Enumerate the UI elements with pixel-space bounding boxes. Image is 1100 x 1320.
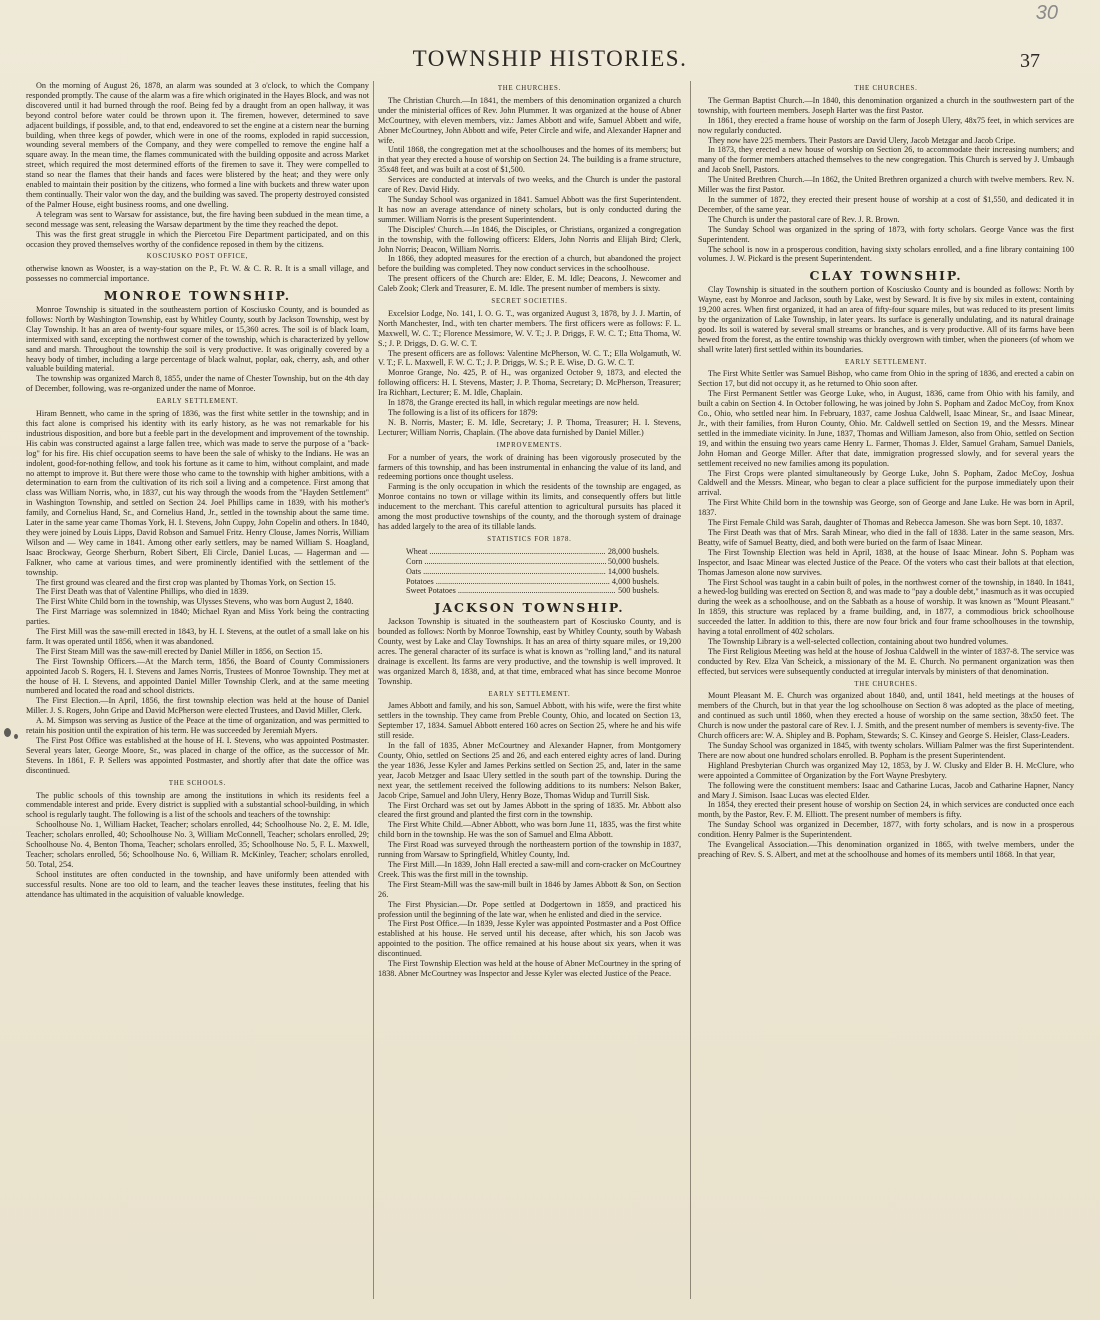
paragraph: The First Steam Mill was the saw-mill erected by Daniel Miller in 1856, on Section 15. xyxy=(36,646,323,656)
paragraph: The First Post Office.—In 1839, Jesse Kyler was appointed Postmaster and a Post Office established at his house. He served until his decease, after which, his son Jacob was appointed to the position. The office remained at his house about six years, when it was discontinued. xyxy=(378,919,681,959)
paragraph: The First White Child.—Abner Abbott, who was born June 11, 1835, was the first white child born in the township. He was the son of Samuel and Elma Abbott. xyxy=(378,820,681,840)
subheading-statistics: STATISTICS FOR 1878. xyxy=(487,535,572,543)
paragraph: N. B. Norris, Master; E. M. Idle, Secretary; J. P. Thoma, Treasurer; H. I. Stevens, Lecturer; William Norris, Chaplain. (The above data furnished by Daniel Miller.) xyxy=(378,417,681,437)
statistics-table xyxy=(378,547,681,597)
paragraph: The First Road was surveyed through the northeastern portion of the township in 1837, running from Warsaw to Springfield, Whitley County, Ind. xyxy=(378,840,681,860)
paragraph: The township was organized March 8, 1855, under the name of Chester Township, but on the 4th day of December, following, was re-organized under the name of Monroe. xyxy=(26,374,369,394)
paragraph: The First Religious Meeting was held at the house of Joshua Caldwell in the winter of 1837-8. The service was conducted by Rev. Elza Van Scheick, a missionary of the M. E. Church. No permanent organization was then effected, but services were subsequently conducted at irregular intervals by ministers of that denomination. xyxy=(698,646,1074,676)
paragraph: In 1854, they erected their present house of worship on Section 24, in which services are conducted once each month, by the Pastor, Rev. F. M. Elliott. The present number of members is fifty. xyxy=(698,800,1074,820)
subheading-early-settlement: EARLY SETTLEMENT. xyxy=(488,690,571,698)
paragraph: The First Permanent Settler was George Luke, who, in August, 1836, came from Ohio with his family, and built a cabin on Section 4. In October following, he was joined by John S. Popham and Zadoc McCoy, from Knox Co., Ohio, who settled near him. In February, 1837, came Joshua Caldwell, Isaac Minear, Sr., and Isaac Minear, Jr., with their families, from Huron County, Ohio. Mr. Caldwell settled on Section 19, and the Messrs. Minear settled in the immediate vicinity. In June, 1837, Thomas and William Jameson, also from Ohio, settled on Section 19, and within the ensuing two years came Henry L. Farmer, Thomas J. Elder, Samuel Graham, Samuel Daniels, John Homan and George Miller. After that date, immigration progressed slowly, and for several years the settlement received no new families among its population. xyxy=(698,389,1074,468)
paragraph: The public schools of this township are among the institutions in which its residents feel a commendable interest and pride. Every district is supplied with a substantial school-building, in which school is regularly taught. The following is a list of the schools and teachers of the township: xyxy=(26,790,369,820)
paragraph: The following were the constituent members: Isaac and Catharine Lucas, Jacob and Catharine Hapner, Nancy and Mary J. Simison. Isaac Lucas was elected Elder. xyxy=(698,780,1074,800)
paragraph: Mount Pleasant M. E. Church was organized about 1840, and, until 1841, held meetings at the houses of members of the Church, but in that year the log schoolhouse on Section 8 was adopted as the place of meeting, and continued as such until 1860, when they erected a house of worship on the same section, 38x50 feet. The Church is now under the pastoral care of Rev. I. J. Smith, and the present number of members is seventy-five. The Church officers are: W. A. Shipley and B. Popham, Stewards; S. C. Kinsey and George S. Heisler, Class-Leaders. xyxy=(698,691,1074,741)
paragraph: The Township Library is a well-selected collection, containing about two hundred volumes. xyxy=(708,636,1009,646)
paragraph: The First School was taught in a cabin built of poles, in the northwest corner of the township, in 1840. In 1841, a hewed-log building was erected on Section 8, and was made to "pay a double debt," inasmuch as it was occupied during the week as a schoolhouse, and on the Sabbath as a house of worship. It was known as "Mount Pleasant." In 1859, this structure was replaced by a frame building, and, in 1877, a commodious brick schoolhouse succeeded the latter. In addition to this, there are now four brick and four frame schoolhouses in the township, having a total enrollment of 402 scholars. xyxy=(698,577,1074,637)
paragraph: The First Mill.—In 1839, John Hall erected a saw-mill and corn-cracker on McCourtney Creek. This was the first mill in the township. xyxy=(378,859,681,879)
section-heading-monroe: MONROE TOWNSHIP. xyxy=(103,288,292,304)
paragraph: The First Mill was the saw-mill erected in 1843, by H. I. Stevens, at the outlet of a small lake on his farm. It was operated until 1856, when it was abandoned. xyxy=(26,627,369,646)
paragraph: The First Orchard was set out by James Abbott in the spring of 1835. Mr. Abbott also cleared the first ground and planted the first corn in the township. xyxy=(378,800,681,820)
subheading-schools: THE SCHOOLS. xyxy=(168,779,227,787)
paragraph: The United Brethren Church.—In 1862, the United Brethren organized a church with twelve members. Rev. N. Miller was the first Pastor. xyxy=(698,175,1074,195)
subheading-early-settlement: EARLY SETTLEMENT. xyxy=(156,398,239,406)
paragraph: Clay Township is situated in the southern portion of Kosciusko County and is bounded as follows: North by Wayne, east by Monroe and Jackson, south by Lake, west by Seward. It is five by six miles in extent, containing 19,200 acres. When first organized, it had an area of fifty-four square miles, but was reduced to its present limits by the organization of Lake Township, in later years. Its surface is generally undulating, and its natural drainage good. Its soil is watered by several small streams or branches, and is very productive. All of its farms have been hewed from the forest, as the entire township was thickly overgrown with timber, when the pioneers (of whom we shall write later) first settled within its boundaries. xyxy=(698,285,1074,354)
crop-name: Sweet Potatoes ..... xyxy=(406,586,616,596)
paragraph: The First Township Election was held in April, 1838, at the house of Isaac Minear. John S. Popham was Inspector, and Isaac Minear was elected Justice of the Peace. Of the voters who cast their ballots at that election, Thomas Jameson alone now survives. xyxy=(698,547,1074,577)
paragraph: The First Steam-Mill was the saw-mill built in 1846 by James Abbott & Son, on Section 26. xyxy=(378,879,681,899)
paragraph: They now have 225 members. Their Pastors are David Ulery, Jacob Metzgar and Jacob Cripe. xyxy=(708,135,1016,145)
paragraph: The First Death was that of Mrs. Sarah Minear, who died in the fall of 1838. Later in the same season, Mrs. Beatty, wife of Samuel Beatty, died, and both were buried on the farm of Isaac Minear. xyxy=(698,527,1074,547)
paragraph: otherwise known as Wooster, is a way-station on the P., Ft. W. & C. R. R. It is a small village, and possesses no commercial importance. xyxy=(26,264,369,284)
crop-quantity: 50,000 bushels. xyxy=(607,556,659,566)
crop-quantity: 500 bushels. xyxy=(618,586,659,596)
paragraph: In the summer of 1872, they erected their present house of worship at a cost of $1,550, and dedicated it in December, of the same year. xyxy=(698,194,1074,214)
statistics-row xyxy=(406,567,659,577)
paragraph: In 1861, they erected a frame house of worship on the farm of Joseph Ulery, 48x75 feet, in which services are now regularly conducted. xyxy=(698,115,1074,135)
subheading-improvements: IMPROVEMENTS. xyxy=(496,441,563,449)
paragraph: The Church is under the pastoral care of Rev. J. R. Brown. xyxy=(708,214,900,224)
paragraph: The Christian Church.—In 1841, the members of this denomination organized a church under the ministerial offices of Rev. John Plummer. It was organized at the house of Abner McCourtney, with eleven members, viz.: James Abbott and wife, Samuel Abbett and wife, Abner McCourtney, John Abbott and wife, Peter Circle and wife, and Alexander Hapner and wife. xyxy=(378,95,681,145)
paragraph: Monroe Township is situated in the southeastern portion of Kosciusko County, and is bounded as follows: North by Washington Township, east by Whitley County, south by Jackson Township, west by Clay Township. It has an area of twenty-four square miles, or 15,360 acres. The soil is of black loam, intermixed with sand, excepting the northwest corner of the township, which is characterized by yellow sand and marsh. Throughout the township the soil is very productive. It was originally covered by a heavy body of timber, including a large percentage of black walnut, poplar, oak, cherry, ash, and other valuable building material. xyxy=(26,305,369,374)
paragraph: The Sunday School was organized in the spring of 1873, with forty scholars. George Vance was the first Superintendent. xyxy=(698,224,1074,244)
paragraph: In the fall of 1835, Abner McCourtney and Alexander Hapner, from Montgomery County, Ohio, settled on Sections 25 and 26, and each entered eighty acres of land. During the year 1836, Jesse Kyler and James Perkins settled on Section 25, and, later in the same year, Jacob Metzger and Isaac Ulery settled in the south part of the township. During the next year, the settlement received the following additions to its numbers: Nelson Baker, Jacob Cripe, Samuel and John Ulery, Henry Boze, Thomas Widup and Turrill Sisk. xyxy=(378,741,681,800)
subheading-post-office: KOSCIUSKO POST OFFICE, xyxy=(146,253,249,261)
paragraph: The First White Settler was Samuel Bishop, who came from Ohio in the spring of 1836, and erected a cabin on Section 17, but did not occupy it, as he returned to Ohio soon after. xyxy=(698,369,1074,389)
paragraph: Excelsior Lodge, No. 141, I. O. G. T., was organized August 3, 1878, by J. J. Martin, of North Manchester, Ind., with ten charter members. The first officers were as follows: F. L. Maxwell, W. C. T.; Florence Messimore, W. V. T.; J. P. Driggs, F. W. C. T.; Etta Thoma, W. S.; J. P. Driggs, D. G. W. C. T. xyxy=(378,308,681,348)
crop-quantity: 14,000 bushels. xyxy=(607,566,659,576)
subheading-churches: THE CHURCHES. xyxy=(497,85,562,92)
paragraph: The Sunday School was organized in 1841. Samuel Abbott was the first Superintendent. It has now an average attendance of ninety scholars, but is only conducted during the summer. William Norris is the present Superintendent. xyxy=(378,194,681,224)
paragraph: In 1878, the Grange erected its hall, in which regular meetings are now held. xyxy=(388,398,639,408)
crop-name: Corn ..... xyxy=(406,557,606,567)
paragraph: The present officers of the Church are: Elder, E. M. Idle; Deacons, J. Newcomer and Caleb Zook; Clerk and Treasurer, E. M. Idle. The present number of members is sixty. xyxy=(378,274,681,294)
paragraph: Hiram Bennett, who came in the spring of 1836, was the first white settler in the township; and in this fact alone is comprised his identity with its early history, as he was not remarkable for his industrious disposition, and bore but a feeble part in the development and improvement of the township. His cabin was constructed against a large fallen tree, which was made to serve the purpose of a "back-log" for his fire. His chief occupation seems to have been the sale of whisky to the Indians. He was an indolent, good-for-nothing fellow, and took his fortune as it came to him, without complaint, and made no attempt to improve it. But there were those who came to the township with higher ambitions, with a determination to earn from the cultivation of its rich soil a living and a competence. First among that class was William Norris, who, in 1837, cut his way through the woods from the "Hayden Settlement" in Washington Township, and settled on Section 24. Joel Phillips came in 1839, with his mother's family, and Cornelius Hand, Sr., and Cornelius Hand, Jr., settled in the township about the same time. Later in the same year came Thomas York, H. I. Stevens, John Cuppy, John Copelin and others. In 1840, they were joined by Louis Lipps, David Robson and Samuel Fritz. Henry Clouse, James Norris, William Wilson and — Wey came in 1841. Among other early settlers, may be named William S. Hoagland, Isaac Brockway, George Sherburn, Robert Sibert, Eli Circle, Daniel Lucas, — Hagerman and — Falkner, who came at various times, and were prominently identified with the settlement of the township. xyxy=(26,409,369,577)
paragraph: A telegram was sent to Warsaw for assistance, but, the fire having been subdued in the mean time, a second message was sent, releasing the Warsaw department by the time they reached the depot. xyxy=(26,209,369,229)
paragraph: The Evangelical Association.—This denomination organized in 1865, with twelve members, under the preaching of Rev. S. S. Albert, and met at the schoolhouse and homes of its members until 1868. In that year, xyxy=(698,840,1074,859)
paragraph: Jackson Township is situated in the southeastern part of Kosciusko County, and is bounded as follows: North by Monroe Township, east by Whitley County, south by Wabash County, west by Lake and Clay Townships. It has an area of thirty square miles, or 19,200 acres. The general character of its surface is what is known as "rolling land," and its natural drainage is excellent. Its farms are very productive, and the township is well improved. It was organized March 8, 1838, and, at that time, embraced what has since become Monroe Township. xyxy=(378,617,681,686)
paragraph: Schoolhouse No. 1, William Hacket, Teacher; scholars enrolled, 44; Schoolhouse No. 2, E. M. Idle, Teacher; scholars enrolled, 40; Schoolhouse No. 3, William McConnell, Teacher; scholars enrolled, 29; Schoolhouse No. 4, Benton Thoma, Teacher; scholars enrolled, 35; Schoolhouse No. 5, F. L. Maxwell, Teacher; scholars enrolled, 56; Schoolhouse No. 6, William R. McKinley, Teacher; scholars enrolled, 50. Total, 254. xyxy=(26,820,369,869)
paragraph: The Disciples' Church.—In 1846, the Disciples, or Christians, organized a congregation in the township, with the following officers: Elders, John Norris and Elijah Bird; Clerk, John Norris; Deacon, William Norris. xyxy=(378,224,681,254)
paragraph: The First Marriage was solemnized in 1840; Michael Ryan and Miss York being the contracting parties. xyxy=(26,607,369,627)
column-divider xyxy=(690,81,691,1299)
ink-blot xyxy=(4,728,11,737)
paragraph: Farming is the only occupation in which the residents of the township are engaged, as Monroe contains no town or village within its limits, and consequently offers but little inducement to the merchant. This careful attention to agricultural pursuits has placed it among the most productive townships of the county, and the thorough system of drainage has added largely to the area of its tillable lands. xyxy=(378,482,681,531)
text-column-middle xyxy=(378,81,681,1299)
statistics-row xyxy=(406,547,659,557)
pencil-page-mark: 30 xyxy=(1035,2,1058,24)
paragraph: School institutes are often conducted in the township, and have uniformly been attended with successful results. None are too old to learn, and the teacher leaves these institutes, feeling that his attendance has ultimated in the acquisition of valuable knowledge. xyxy=(26,869,369,899)
column-divider xyxy=(373,81,374,1299)
paragraph: The First Female Child was Sarah, daughter of Thomas and Rebecca Jameson. She was born Sept. 10, 1837. xyxy=(708,518,1064,528)
paragraph: On the morning of August 26, 1878, an alarm was sounded at 3 o'clock, to which the Company responded promptly. The cause of the alarm was a fire which originated in the Hayes Block, and was not discovered until it had burned through the roof. Being fed by a draught from an open hallway, it was beyond control before water could be thrown upon it. The firemen, however, determined to save adjacent buildings, if possible, and, to that end, endeavored to set the engine at a cistern near the burning building, when three kegs of powder, which were in one of the rooms, exploded in rapid succession, wounding several members of the Company, and they were compelled to remove the engine half a square away. In the mean time, the flames communicated with the building opposite and across Market street, which required the most determined efforts of the firemen to save it. They were compelled to stand so near the flames that their hands and faces were blistered by the heat; and they were only enabled to maintain their position by the citizens, who formed a line with buckets and threw water upon them continually. Their valor won the day, and the building was saved. The property destroyed consisted of the Palmer House, eight business rooms, and one dwelling. xyxy=(26,81,369,209)
subheading-secret-societies: SECRET SOCIETIES. xyxy=(491,298,568,306)
paragraph: The First Election.—In April, 1856, the first township election was held at the house of Daniel Miller. J. S. Rogers, John Gripe and David McPherson were elected Trustees, and David Miller, Clerk. xyxy=(26,696,369,716)
paragraph: The Sunday School was organized in 1845, with twenty scholars. William Palmer was the first Superintendent. There are now about one hundred scholars enrolled. B. Popham is the present Superintendent. xyxy=(698,741,1074,760)
page-title: TOWNSHIP HISTORIES. xyxy=(412,46,688,71)
paragraph: This was the first great struggle in which the Piercetou Fire Department participated, and on this occasion they proved themselves worthy of the confidence reposed in them by the citizens. xyxy=(26,229,369,249)
paragraph: The First Post Office was established at the house of H. I. Stevens, who was appointed Postmaster. Several years later, George Moore, Sr., was placed in charge of the office, as the successor of Mr. Stevens. In 1861, F. P. Sellers was appointed Postmaster, and shortly after that date the office was discontinued. xyxy=(26,736,369,775)
paragraph: The first ground was cleared and the first crop was planted by Thomas York, on Section 15. xyxy=(36,577,336,587)
paragraph: The First Physician.—Dr. Pope settled at Dodgertown in 1859, and practiced his profession until the beginning of the late war, when he enlisted and died in the service. xyxy=(378,899,681,919)
paragraph: Services are conducted at intervals of two weeks, and the Church is under the pastoral care of Rev. David Hidy. xyxy=(378,175,681,195)
subheading-churches: THE CHURCHES. xyxy=(854,85,918,92)
statistics-row xyxy=(406,577,659,587)
paragraph: The First Township Election was held at the house of Abner McCourtney in the spring of 1838. Abner McCourtney was Inspector and Jesse Kyler was elected Justice of the Peace. xyxy=(378,959,681,978)
text-column-left xyxy=(26,81,369,1299)
crop-name: Potatoes ..... xyxy=(406,577,610,587)
paragraph: The First Death was that of Valentine Phillips, who died in 1839. xyxy=(36,587,249,597)
paragraph: In 1873, they erected a new house of worship on Section 26, to accommodate their increasing numbers; and many of the former members attached themselves to the new congregation. This Church is served by J. Umbaugh and Jacob Snell, Pastors. xyxy=(698,145,1074,175)
paragraph: For a number of years, the work of draining has been vigorously prosecuted by the farmers of this township, and has been instrumental in enhancing the value of its land, and redeeming portions once thought useless. xyxy=(378,452,681,482)
statistics-row xyxy=(406,586,659,596)
paragraph: Monroe Grange, No. 425, P. of H., was organized October 9, 1873, and elected the following officers: H. I. Stevens, Master; J. P. Thoma, Secretary; D. McPherson, Treasurer; Ira Richhart, Lecturer; E. M. Idle, Chaplain. xyxy=(378,368,681,398)
paragraph: The school is now in a prosperous condition, having sixty scholars enrolled, and a fine library containing 100 volumes. J. W. Pickard is the present Superintendent. xyxy=(698,244,1074,264)
paragraph: The German Baptist Church.—In 1840, this denomination organized a church in the southwestern part of the township, with fourteen members. Joseph Harter was the first Pastor. xyxy=(698,95,1074,115)
statistics-row xyxy=(406,557,659,567)
paragraph: James Abbott and family, and his son, Samuel Abbott, with his wife, were the first white settlers in the township. They came from Preble County, Ohio, and located on Section 13, September 17, 1834. Samuel Abbott entered 160 acres on Section 25, where he and his wife still reside. xyxy=(378,701,681,741)
paragraph: The First White Child born in the township, was Ulysses Stevens, who was born August 2, 1840. xyxy=(36,597,354,607)
paragraph: Until 1868, the congregation met at the schoolhouses and the homes of its members; but in that year they erected a house of worship on Section 24. The building is a frame structure, 35x48 feet, and was built at a cost of $1,500. xyxy=(378,145,681,175)
paragraph: Highland Presbyterian Church was organized May 12, 1853, by J. W. Clusky and Elder B. H. McClure, who were appointed a Committee of Organization by the Fort Wayne Presbytery. xyxy=(698,760,1074,780)
subheading-churches: THE CHURCHES. xyxy=(854,680,918,688)
paragraph: The First Crops were planted simultaneously by George Luke, John S. Popham, Zadoc McCoy, Joshua Caldwell and the Messrs. Minear, who began to clear a place sufficient for the purpose immediately upon their arrival. xyxy=(698,468,1074,498)
text-column-right xyxy=(698,81,1074,1299)
page-number: 37 xyxy=(1020,50,1040,72)
paragraph: In 1866, they adopted measures for the erection of a church, but abandoned the project before the building was completed. They now conduct services in the schoolhouse. xyxy=(378,254,681,274)
paragraph: The First White Child born in the township was George, son of George and Jane Luke. He was born in April, 1837. xyxy=(698,498,1074,518)
ink-blot xyxy=(14,734,18,739)
paragraph: The Sunday School was organized in December, 1877, with forty scholars, and is now in a prosperous condition. Henry Palmer is the Superintendent. xyxy=(698,820,1074,840)
crop-name: Wheat ..... xyxy=(406,547,606,557)
paragraph: A. M. Simpson was serving as Justice of the Peace at the time of organization, and was permitted to retain his position until the expiration of his term. He was succeeded by Jeremiah Myers. xyxy=(26,716,369,736)
paragraph: The present officers are as follows: Valentine McPherson, W. C. T.; Ella Wolgamuth, W. V. T.; F. L. Maxwell, F. W. C. T.; J. P. Driggs, W. S.; P. E. Wise, D. G. W. C. T. xyxy=(378,348,681,368)
crop-quantity: 4,000 bushels. xyxy=(611,576,659,586)
subheading-early-settlement: EARLY SETTLEMENT. xyxy=(844,358,927,366)
crop-quantity: 28,000 bushels. xyxy=(607,546,659,556)
section-heading-jackson: JACKSON TOWNSHIP. xyxy=(434,600,625,616)
paragraph: The First Township Officers.—At the March term, 1856, the Board of County Commissioners appointed Jacob S. Rogers, H. I. Stevens and James Norris, Trustees of Monroe Township. They met at the house of H. I. Stevens, and appointed Daniel Miller Township Clerk, and at the same meeting numbered and located the road and school districts. xyxy=(26,656,369,696)
crop-name: Oats ..... xyxy=(406,567,606,577)
paragraph: The following is a list of its officers for 1879: xyxy=(388,408,538,417)
section-heading-clay: CLAY TOWNSHIP. xyxy=(809,268,963,284)
